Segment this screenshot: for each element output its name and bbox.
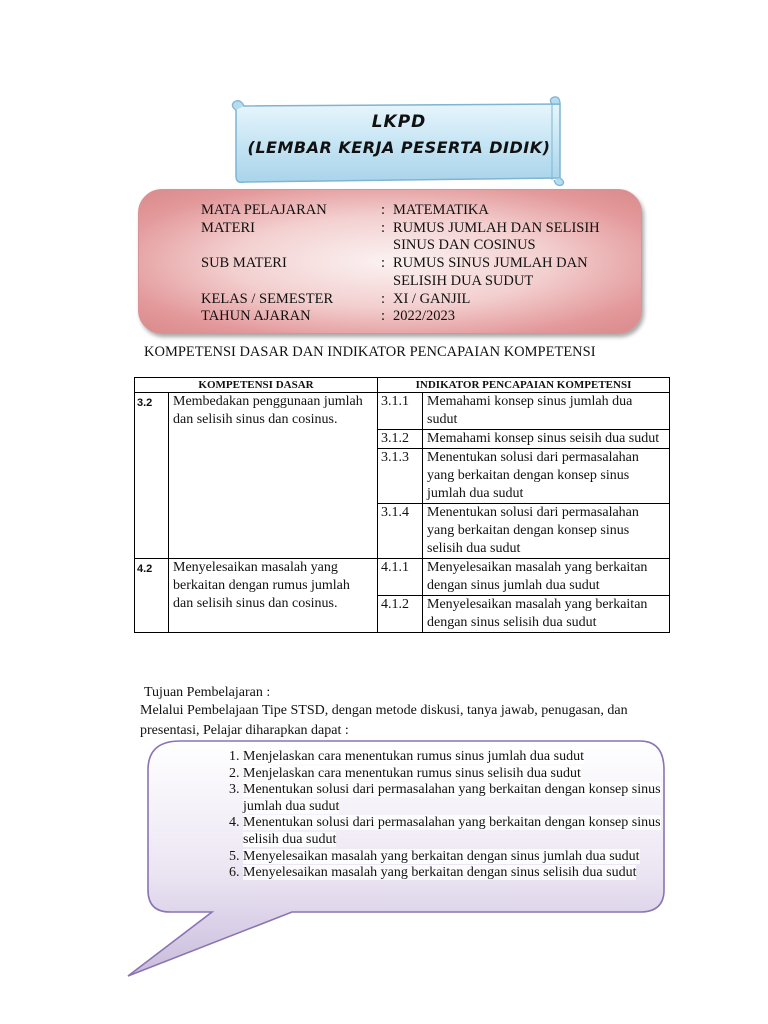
indicator-text: Menentukan solusi dari permasalahan yang berkaitan dengan konsep sinus selisih dua sudut [423,504,670,559]
goal-text: Menyelesaikan masalah yang berkaitan dengan sinus selisih dua sudut [243,865,637,881]
list-item [243,782,683,815]
indicator-text: Menyelesaikan masalah yang berkaitan dengan sinus jumlah dua sudut [423,559,670,596]
indicator-text: Menentukan solusi dari permasalahan yang berkaitan dengan konsep sinus jumlah dua sudut [423,449,670,504]
info-colon: : [381,255,386,271]
goal-text: Menentukan solusi dari permasalahan yang berkaitan dengan konsep sinus jumlah dua sudut [243,782,661,814]
banner-line-1: LKPD [371,112,427,132]
learning-intro: Melalui Pembelajaan Tipe STSD, dengan metode diskusi, tanya jawab, penugasan, dan presentasi, Pelajar diharapkan dapat : [140,703,628,738]
info-label: KELAS / SEMESTER [201,290,334,307]
goal-text: Menjelaskan cara menentukan rumus sinus jumlah dua sudut [243,749,584,764]
list-item [243,815,683,848]
goal-text: Menentukan solusi dari permasalahan yang berkaitan dengan konsep sinus selisih dua sudut [243,815,661,847]
info-label: MATA PELAJARAN [201,202,327,218]
goal-text: Menyelesaikan masalah yang berkaitan dengan sinus jumlah dua sudut [243,848,640,864]
indicator-number: 3.1.2 [378,430,423,449]
header-kd: KOMPETENSI DASAR [135,378,378,393]
indicator-number: 4.1.1 [378,559,423,596]
list-item [243,749,683,766]
indicator-number: 4.1.2 [378,596,423,633]
indicator-text: Memahami konsep sinus jumlah dua sudut [423,393,670,430]
info-colon: : [381,308,386,324]
info-label: MATERI [201,219,255,236]
info-value: RUMUS SINUS JUMLAH DAN SELISIH DUA SUDUT [393,255,588,289]
indicator-number: 3.1.3 [378,449,423,504]
indicator-text: Memahami konsep sinus seisih dua sudut [423,430,670,449]
indicator-number: 3.1.1 [378,393,423,430]
info-value: MATEMATIKA [393,202,489,218]
goal-text: Menjelaskan cara menentukan rumus sinus selisih dua sudut [243,765,581,781]
info-colon: : [381,290,386,307]
kd-number: 4.2 [135,559,169,633]
kd-number: 3.2 [135,393,169,559]
learning-goals-list [200,749,683,882]
indicator-number: 3.1.4 [378,504,423,559]
info-value: 2022/2023 [393,308,456,324]
info-value: XI / GANJIL [393,290,471,307]
info-label: SUB MATERI [201,255,287,271]
learning-goals-label: Tujuan Pembelajaran : [144,685,271,700]
list-item [243,849,683,866]
banner-line-2: (LEMBAR KERJA PESERTA DIDIK) [247,138,551,157]
info-value: RUMUS JUMLAH DAN SELISIH SINUS DAN COSINUS [393,219,600,253]
kd-text: Menyelesaikan masalah yang berkaitan dengan rumus jumlah dan selisih sinus dan cosinus. [169,559,378,633]
indicator-text: Menyelesaikan masalah yang berkaitan dengan sinus selisih dua sudut [423,596,670,633]
header-ipk: INDIKATOR PENCAPAIAN KOMPETENSI [378,378,670,393]
competency-heading: KOMPETENSI DASAR DAN INDIKATOR PENCAPAIAN KOMPETENSI [144,344,596,360]
info-colon: : [381,202,386,218]
info-label: TAHUN AJARAN [201,308,311,324]
list-item [243,766,683,783]
info-colon: : [381,219,386,236]
list-item [243,865,683,882]
kd-text: Membedakan penggunaan jumlah dan selisih sinus dan cosinus. [169,393,378,559]
